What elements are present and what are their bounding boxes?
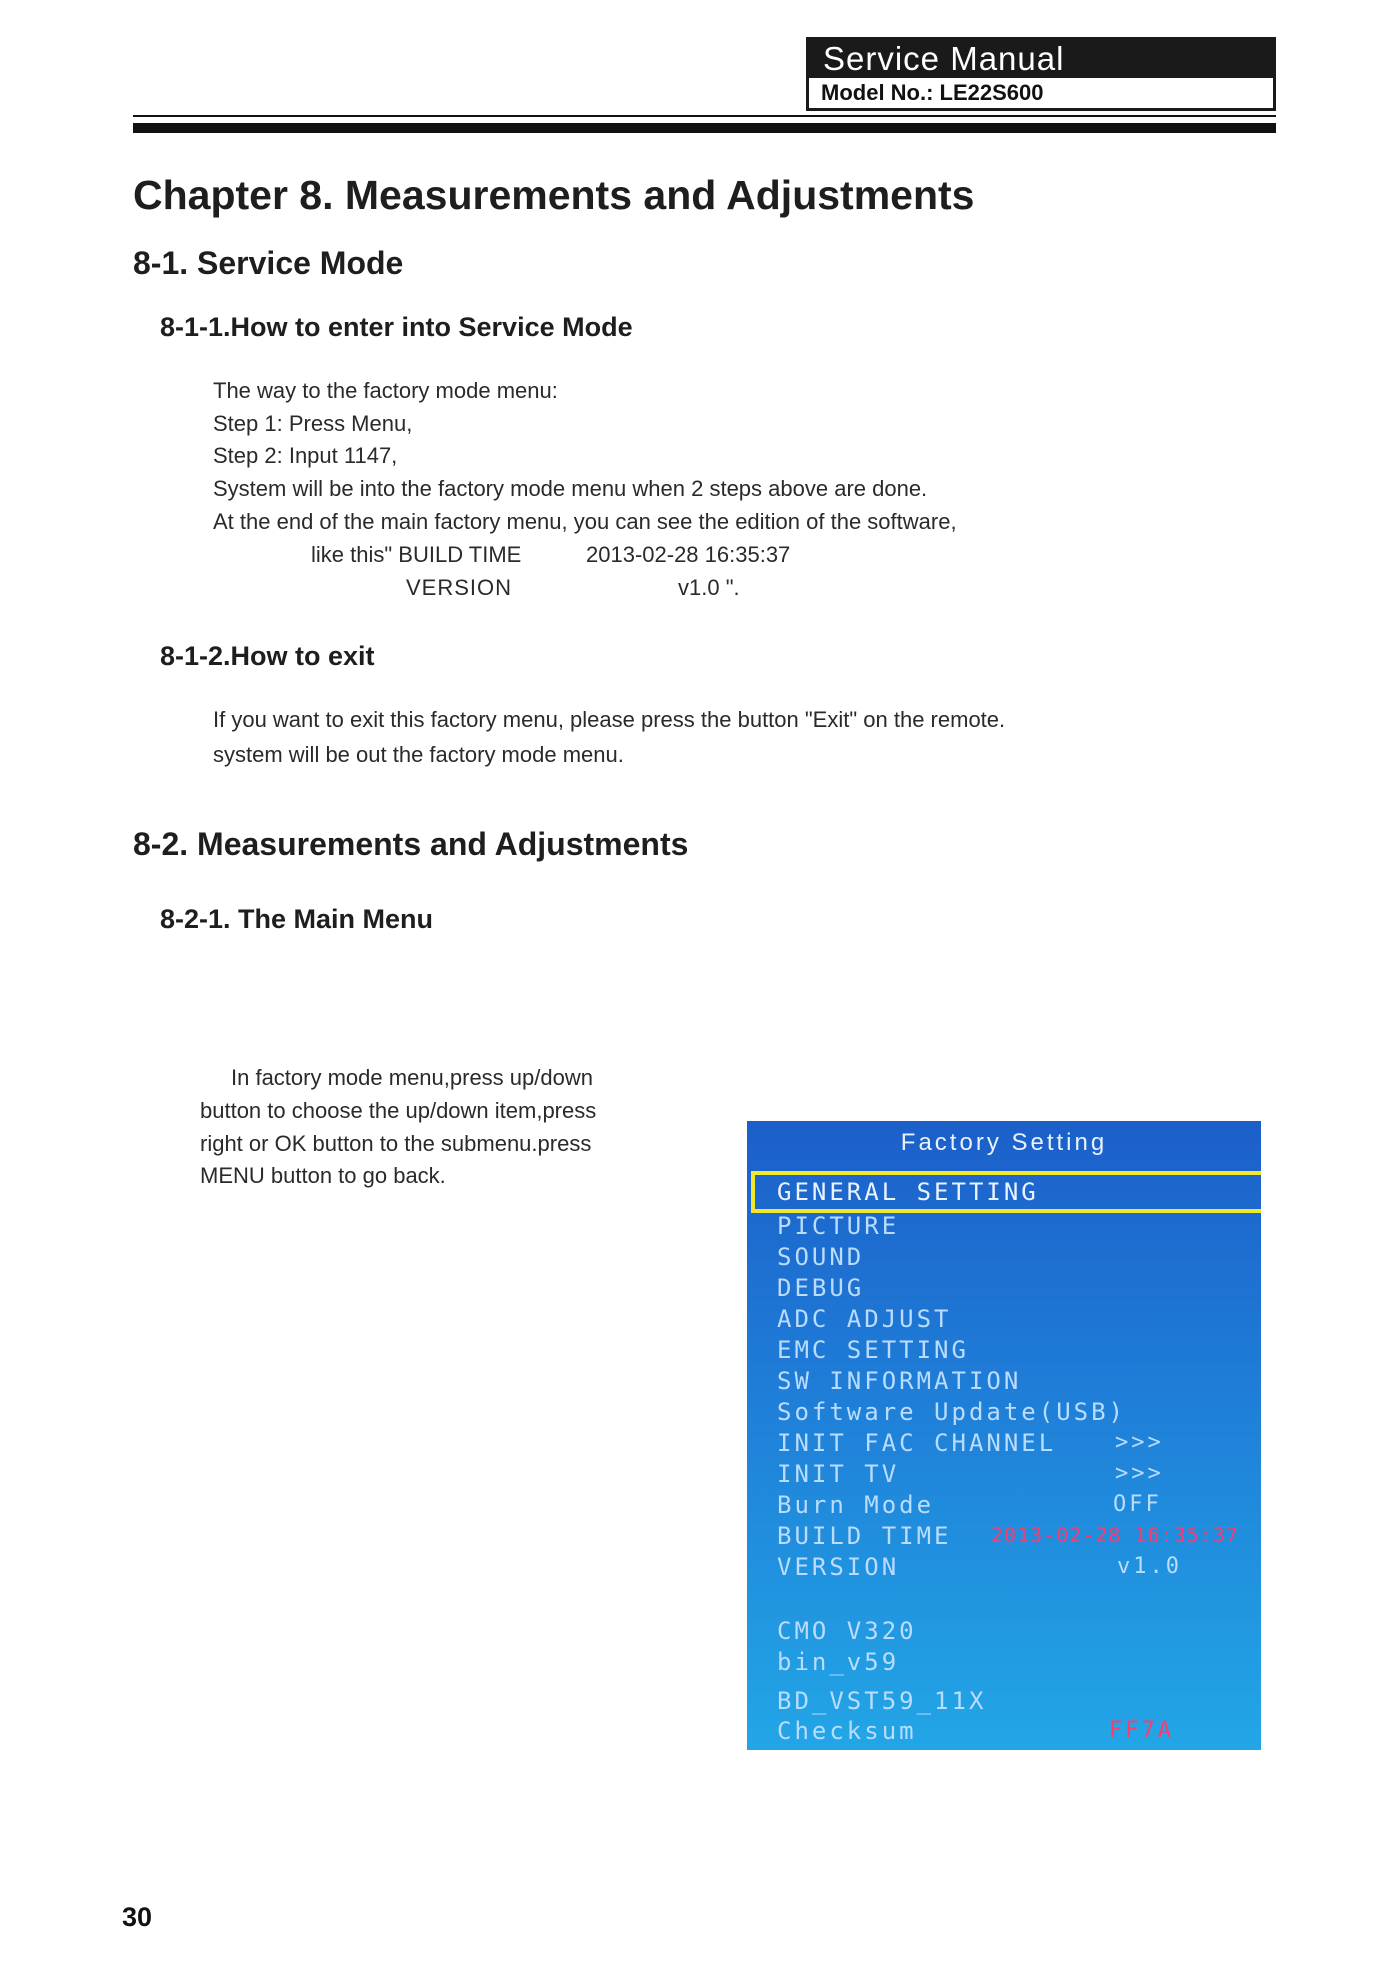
- header-rule-thin: [133, 115, 1276, 117]
- menu-item-init-tv: INIT TV: [777, 1460, 900, 1488]
- menu-item-software-update: Software Update(USB): [777, 1398, 1126, 1426]
- paragraph-line: right or OK button to the submenu.press: [200, 1131, 592, 1156]
- paragraph-line: If you want to exit this factory menu, please press the button "Exit" on the remote.: [213, 707, 1006, 732]
- paragraph-line: The way to the factory mode menu:: [213, 378, 558, 403]
- example-prefix: like this" BUILD TIME: [311, 542, 522, 567]
- menu-item-panel: CMO V320: [777, 1617, 917, 1645]
- menu-item-build-time: BUILD TIME: [777, 1522, 952, 1550]
- factory-menu-screenshot: [747, 1121, 1261, 1750]
- menu-value-build-time: 2013-02-28 16:35:37: [991, 1523, 1239, 1547]
- paragraph-line: In factory mode menu,press up/down: [231, 1065, 593, 1090]
- menu-item-picture: PICTURE: [777, 1212, 900, 1240]
- menu-item-sound: SOUND: [777, 1243, 865, 1271]
- example-version-value: v1.0 ".: [678, 575, 740, 600]
- menu-item-debug: DEBUG: [777, 1274, 865, 1302]
- header-model: Model No.: LE22S600: [821, 80, 1044, 105]
- paragraph-line: MENU button to go back.: [200, 1163, 446, 1188]
- menu-value-version: v1.0: [1117, 1554, 1182, 1579]
- menu-value-init-fac-channel: >>>: [1115, 1430, 1164, 1455]
- menu-value-checksum: FF7A: [1109, 1718, 1174, 1743]
- menu-item-general-setting: GENERAL SETTING: [777, 1178, 1039, 1206]
- paragraph-line: System will be into the factory mode menu when 2 steps above are done.: [213, 476, 928, 501]
- menu-item-burn-mode: Burn Mode: [777, 1491, 935, 1519]
- example-version-label: VERSION: [406, 575, 513, 600]
- header-rule-thick: [133, 123, 1276, 133]
- paragraph-line: Step 1: Press Menu,: [213, 411, 413, 436]
- sub-8-2-1-title: 8-2-1. The Main Menu: [160, 904, 434, 934]
- menu-value-burn-mode: OFF: [1113, 1492, 1162, 1517]
- sub-8-1-1-title: 8-1-1.How to enter into Service Mode: [160, 312, 633, 342]
- section-8-1-title: 8-1. Service Mode: [133, 245, 404, 281]
- menu-item-bin: bin_v59: [777, 1648, 900, 1676]
- paragraph-line: system will be out the factory mode menu.: [213, 742, 624, 767]
- page-number: 30: [122, 1902, 153, 1932]
- menu-item-version: VERSION: [777, 1553, 900, 1581]
- header-box: [806, 37, 1276, 111]
- menu-item-sw-information: SW INFORMATION: [777, 1367, 1022, 1395]
- menu-item-board: BD_VST59_11X: [777, 1687, 987, 1715]
- factory-menu-title: Factory Setting: [900, 1129, 1108, 1156]
- paragraph-line: Step 2: Input 1147,: [213, 443, 398, 468]
- menu-item-checksum: Checksum: [777, 1717, 917, 1745]
- menu-item-emc-setting: EMC SETTING: [777, 1336, 969, 1364]
- menu-value-init-tv: >>>: [1115, 1461, 1164, 1486]
- header-title: Service Manual: [809, 40, 1273, 78]
- section-8-2-title: 8-2. Measurements and Adjustments: [133, 826, 689, 862]
- sub-8-1-2-title: 8-1-2.How to exit: [160, 641, 375, 671]
- paragraph-line: At the end of the main factory menu, you can see the edition of the software,: [213, 509, 957, 534]
- paragraph-line: button to choose the up/down item,press: [200, 1098, 597, 1123]
- example-build-time: 2013-02-28 16:35:37: [586, 542, 791, 567]
- chapter-title: Chapter 8. Measurements and Adjustments: [133, 172, 975, 218]
- menu-item-adc-adjust: ADC ADJUST: [777, 1305, 952, 1333]
- menu-item-init-fac-channel: INIT FAC CHANNEL: [777, 1429, 1057, 1457]
